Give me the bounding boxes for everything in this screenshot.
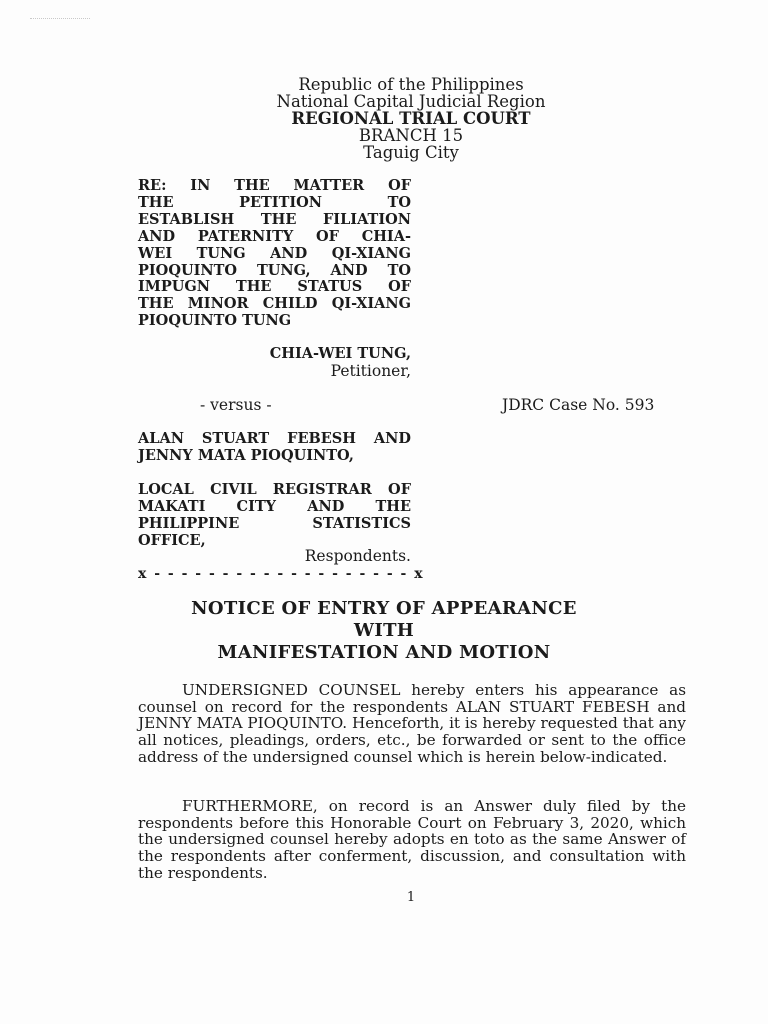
branch-line: BRANCH 15 [358,126,464,145]
city-line: Taguig City [363,143,459,162]
caption-line: PIOQUINTO TUNG [138,312,292,330]
paragraph-text: UNDERSIGNED COUNSEL hereby enters his appearance as counsel on record for the respondents ALAN STUART FEBESH and JENNY MATA PIOQUINTO. Henceforth, it is hereby requested that any all notices, pleadings, orders, etc., be forwarded or sent to the office address of the undersigned counsel which is herein below-indicated. [138,681,686,766]
petitioner-name: CHIA-WEI TUNG, [269,345,411,362]
paragraph-text: FURTHERMORE, on record is an Answer duly filed by the respondents before this Honorable Court on February 3, 2020, which the undersigned counsel hereby adopts en toto as the same Answer of the respondents after conferment, discussion, and consultation with the respondents. [138,797,686,882]
title-line-2: WITH [353,620,415,641]
respondents-group-1 [138,431,411,465]
respondent-line: OFFICE, [138,531,206,549]
caption-line: THE MINOR CHILD QI-XIANG [138,295,411,313]
court-header [0,76,768,161]
respondents-role: Respondents. [304,547,411,565]
caption-line: WEI TUNG AND QI-XIANG [138,244,411,262]
respondent-line: PHILIPPINE STATISTICS [138,514,411,532]
caption-line: THE PETITION TO [138,193,411,211]
document-title [0,598,768,664]
respondents-group-2 [138,482,411,550]
scan-artifact [30,18,90,23]
caption-line: ESTABLISH THE FILIATION [138,210,411,228]
case-number: JDRC Case No. 593 [502,396,655,414]
versus-label: - versus - [200,396,272,414]
title-line-3: MANIFESTATION AND MOTION [217,642,551,663]
caption-line: AND PATERNITY OF CHIA- [138,227,411,245]
republic-line: Republic of the Philippines [298,75,524,94]
region-line: National Capital Judicial Region [276,92,546,111]
caption-line: PIOQUINTO TUNG, AND TO [138,261,411,279]
respondent-line: MAKATI CITY AND THE [138,497,411,515]
matter-caption [138,178,411,330]
caption-divider: x - - - - - - - - - - - - - - - - - - - x [138,566,425,582]
caption-line: IMPUGN THE STATUS OF [138,278,411,296]
body-paragraph-1 [138,682,686,766]
page-number: 1 [406,890,416,905]
respondent-line: ALAN STUART FEBESH AND [138,430,411,447]
title-line-1: NOTICE OF ENTRY OF APPEARANCE [191,598,577,619]
petitioner-role: Petitioner, [330,361,411,380]
court-name: REGIONAL TRIAL COURT [291,109,531,128]
petitioner-block [138,346,411,380]
respondent-line: JENNY MATA PIOQUINTO, [138,446,354,464]
respondent-line: LOCAL CIVIL REGISTRAR OF [138,481,411,498]
caption-line: RE: IN THE MATTER OF [138,177,411,194]
body-paragraph-2 [138,798,686,882]
